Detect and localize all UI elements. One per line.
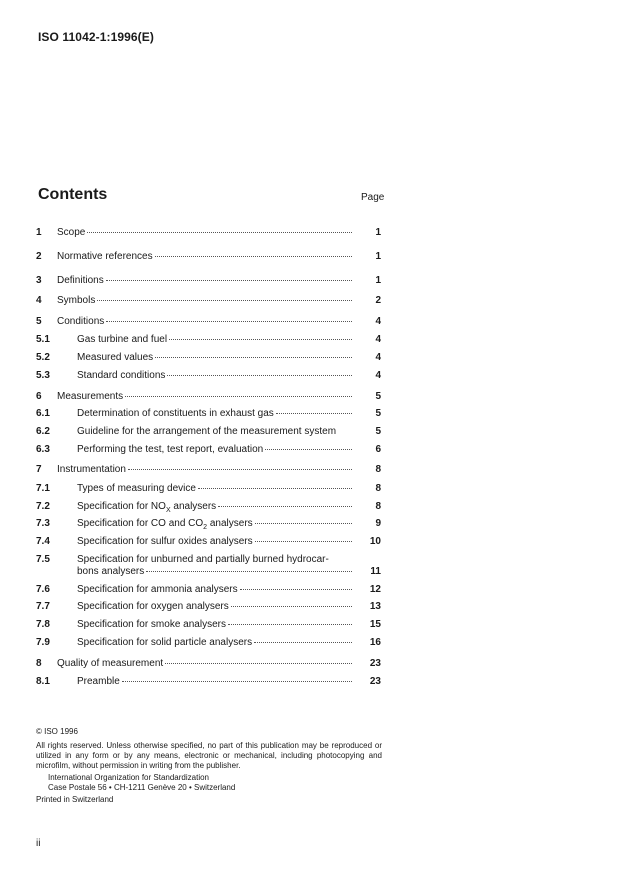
toc-entry-7-5[interactable] — [0, 566, 622, 582]
toc-title: Specification for oxygen analysers — [77, 601, 229, 612]
toc-page: 9 — [375, 518, 381, 529]
toc-entry-7-1[interactable] — [0, 483, 622, 499]
toc-entry-8-1[interactable] — [0, 676, 622, 692]
toc-page: 8 — [375, 464, 381, 475]
toc-entry-7-4[interactable] — [0, 536, 622, 552]
document-id: ISO 11042-1:1996(E) — [38, 30, 154, 44]
toc-number: 2 — [36, 251, 42, 262]
toc-number: 7.9 — [36, 637, 50, 648]
toc-entry-6-1[interactable] — [0, 408, 622, 424]
copyright-notice: © ISO 1996 — [36, 727, 78, 736]
toc-page: 13 — [369, 601, 381, 612]
toc-title: Preamble — [77, 676, 120, 687]
toc-entry-5-1[interactable] — [0, 334, 622, 350]
toc-title: Measured values — [77, 352, 154, 363]
toc-page: 12 — [369, 584, 381, 595]
organization-name: International Organization for Standardization — [48, 773, 209, 782]
toc-title: Quality of measurement — [57, 658, 164, 669]
toc-number: 8 — [36, 658, 42, 669]
toc-entry-3[interactable] — [0, 275, 622, 291]
toc-entry-6-2[interactable] — [0, 426, 622, 442]
toc-page: 10 — [369, 536, 381, 547]
toc-title: Determination of constituents in exhaust gas — [77, 408, 274, 419]
toc-page: 8 — [375, 501, 381, 512]
toc-number: 7.8 — [36, 619, 50, 630]
toc-number: 7.5 — [36, 554, 50, 565]
toc-page: 23 — [369, 658, 381, 669]
toc-entry-2[interactable] — [0, 251, 622, 267]
toc-page: 1 — [375, 251, 381, 262]
toc-number: 3 — [36, 275, 42, 286]
toc-page: 5 — [375, 426, 381, 437]
toc-page: 4 — [375, 334, 381, 345]
toc-number: 5 — [36, 316, 42, 327]
toc-title: bons analysers — [77, 566, 145, 577]
toc-page: 16 — [369, 637, 381, 648]
toc-entry-1[interactable] — [0, 227, 622, 243]
toc-entry-5[interactable] — [0, 316, 622, 332]
toc-page: 4 — [375, 370, 381, 381]
toc-entry-5-2[interactable] — [0, 352, 622, 368]
toc-page: 6 — [375, 444, 381, 455]
toc-entry-7-8[interactable] — [0, 619, 622, 635]
toc-number: 7.7 — [36, 601, 50, 612]
toc-page: 1 — [375, 275, 381, 286]
toc-page: 1 — [375, 227, 381, 238]
toc-page: 23 — [369, 676, 381, 687]
toc-page: 4 — [375, 316, 381, 327]
toc-number: 5.1 — [36, 334, 50, 345]
toc-title: Specification for unburned and partially burned hydrocar- — [77, 554, 329, 565]
toc-entry-8[interactable] — [0, 658, 622, 674]
toc-number: 7.2 — [36, 501, 50, 512]
toc-page: 11 — [370, 566, 381, 577]
toc-entry-5-3[interactable] — [0, 370, 622, 386]
toc-entry-7-2[interactable] — [0, 501, 622, 517]
toc-entry-7[interactable] — [0, 464, 622, 480]
toc-number: 7.6 — [36, 584, 50, 595]
page-column-label: Page — [361, 192, 385, 203]
rights-statement: All rights reserved. Unless otherwise specified, no part of this publication may be reproduced or utilized in any form or by any means, electronic or mechanical, including photocopying and microfilm, without permission in writing from the publisher. — [36, 741, 382, 770]
toc-page: 5 — [375, 408, 381, 419]
toc-title: Performing the test, test report, evaluation — [77, 444, 264, 455]
page-number: ii — [36, 838, 41, 849]
toc-number: 7 — [36, 464, 42, 475]
toc-entry-7-3[interactable] — [0, 518, 622, 534]
toc-number: 5.3 — [36, 370, 50, 381]
toc-title: Instrumentation — [57, 464, 126, 475]
toc-number: 6.1 — [36, 408, 50, 419]
toc-title: Normative references — [57, 251, 153, 262]
toc-page: 5 — [375, 391, 381, 402]
toc-title: Specification for CO and $CO_2$ analysers — [77, 518, 253, 531]
toc-number: 7.1 — [36, 483, 50, 494]
toc-title: Conditions — [57, 316, 105, 327]
toc-number: 6.3 — [36, 444, 50, 455]
toc-entry-7-6[interactable] — [0, 584, 622, 600]
toc-number: 4 — [36, 295, 42, 306]
toc-title: Specification for solid particle analysers — [77, 637, 253, 648]
toc-number: 7.4 — [36, 536, 50, 547]
toc-title: Types of measuring device — [77, 483, 196, 494]
toc-title: Guideline for the arrangement of the measurement system — [77, 426, 337, 437]
toc-entry-6-3[interactable] — [0, 444, 622, 460]
toc-title: Specification for sulfur oxides analysers — [77, 536, 253, 547]
toc-entry-4[interactable] — [0, 295, 622, 311]
toc-number: 8.1 — [36, 676, 50, 687]
toc-number: 1 — [36, 227, 42, 238]
toc-title: Symbols — [57, 295, 96, 306]
toc-title: Standard conditions — [77, 370, 166, 381]
toc-title: Specification for smoke analysers — [77, 619, 226, 630]
organization-address: Case Postale 56 • CH-1211 Genève 20 • Switzerland — [48, 783, 236, 792]
contents-title: Contents — [38, 186, 108, 203]
printed-location: Printed in Switzerland — [36, 795, 114, 804]
toc-title: Specification for $NO_X$ analysers — [77, 501, 217, 514]
toc-number: 6.2 — [36, 426, 50, 437]
toc-entry-7-7[interactable] — [0, 601, 622, 617]
toc-page: 8 — [375, 483, 381, 494]
copyright-block — [36, 727, 382, 805]
toc-title: Measurements — [57, 391, 124, 402]
toc-number: 5.2 — [36, 352, 50, 363]
toc-title: Scope — [57, 227, 86, 238]
toc-title: Gas turbine and fuel — [77, 334, 168, 345]
toc-page: 4 — [375, 352, 381, 363]
toc-title: Definitions — [57, 275, 104, 286]
toc-number: 7.3 — [36, 518, 50, 529]
toc-entry-7-9[interactable] — [0, 637, 622, 653]
toc-page: 2 — [375, 295, 381, 306]
toc-entry-6[interactable] — [0, 391, 622, 407]
toc-page: 15 — [369, 619, 381, 630]
toc-title: Specification for ammonia analysers — [77, 584, 238, 595]
toc-number: 6 — [36, 391, 42, 402]
